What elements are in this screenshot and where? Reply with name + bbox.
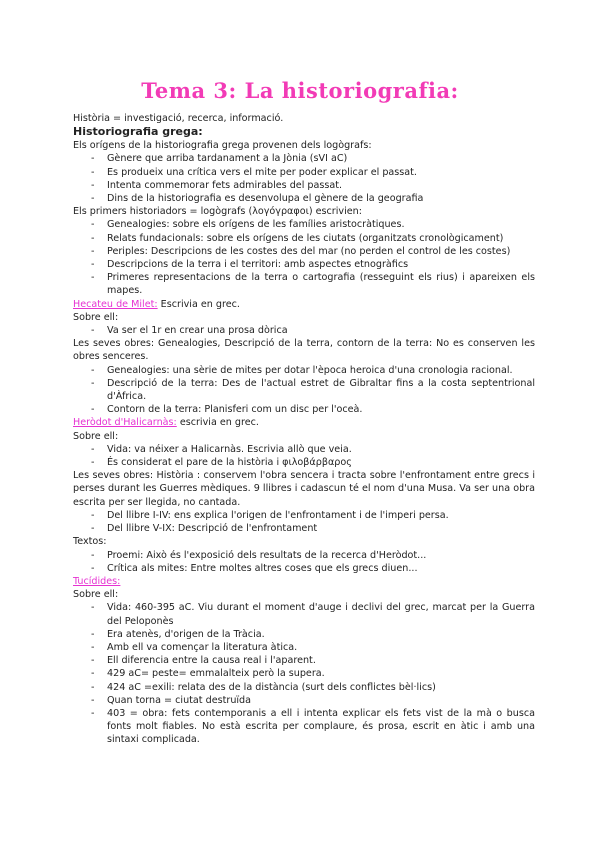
section-heading: Historiografia grega: [73,125,203,139]
list-item: - Primeres representacions de la terra o cartografia (resseguint els rius) i apareixen els mapes. [73,271,535,297]
list-item: - 424 aC =exili: relata des de la distància (surt dels conflictes bèl·lics) [73,681,535,694]
hecateu-works: Les seves obres: Genealogies, Descripció de la terra, contorn de la terra: No es conserven les obres senceres. [73,338,535,363]
list-item: - Contorn de la terra: Planisferi com un disc per l'oceà. [73,403,535,416]
page-title: Tema 3: La historiografia: [141,78,459,103]
tucidides-about-list [73,601,535,746]
intro-line: Història = investigació, recerca, informació. [73,113,284,124]
tucidides-heading [73,575,535,588]
hecateu-heading [73,298,535,311]
list-item: - Crítica als mites: Entre moltes altres coses que els grecs diuen... [73,562,535,575]
list-item: - Relats fundacionals: sobre els orígens de les ciutats (organitzats cronològicament) [73,232,535,245]
list-item: - Proemi: Això és l'exposició dels resultats de la recerca d'Heròdot... [73,549,535,562]
list-item: - Va ser el 1r en crear una prosa dòrica [73,324,535,337]
first-historians-list [73,218,535,297]
list-item: - Vida: va néixer a Halicarnàs. Escrivia allò que veia. [73,443,535,456]
tucidides-name: Tucídides: [73,575,121,587]
herodot-about-list [73,443,535,469]
list-item: - Descripció de la terra: Des de l'actual estret de Gibraltar fins a la costa septentrional d'Àfrica. [73,377,535,403]
list-item: - 403 = obra: fets contemporanis a ell i intenta explicar els fets vist de la mà o busca fonts molt fiables. No està escrita per complaure, és prosa, escrit en àtic i amb una sintaxi complicada. [73,707,535,747]
origins-list [73,152,535,205]
hecateu-name: Hecateu de Milet: [73,298,158,310]
hecateu-about-list [73,324,535,337]
list-item: - És considerat el pare de la història i φιλοβάρβαρος [73,456,535,469]
list-item: - Es produeix una crítica vers el mite per poder explicar el passat. [73,166,535,179]
herodot-about: Sobre ell: [73,430,119,442]
herodot-heading [73,416,535,429]
list-item: - Amb ell va començar la literatura àtica. [73,641,535,654]
list-item: - Del llibre V-IX: Descripció de l'enfrontament [73,522,535,535]
list-item: - Genealogies: una sèrie de mites per dotar l'època heroica d'una cronologia racional. [73,364,535,377]
list-item: - Gènere que arriba tardanament a la Jònia (sVI aC) [73,152,535,165]
list-item: - Del llibre I-IV: ens explica l'origen de l'enfrontament i de l'imperi persa. [73,509,535,522]
hecateu-about: Sobre ell: [73,311,119,323]
origins-line: Els orígens de la historiografia grega provenen dels logògrafs: [73,140,372,152]
first-historians-line: Els primers historiadors = logògrafs (λογόγραφοι) escrivien: [73,206,362,218]
list-item: - Ell diferencia entre la causa real i l'aparent. [73,654,535,667]
list-item: - Periples: Descripcions de les costes des del mar (no perden el control de les costes) [73,245,535,258]
herodot-works-list [73,509,535,535]
list-item: - Quan torna = ciutat destruïda [73,694,535,707]
document-body [73,112,535,747]
hecateu-desc: Escrivia en grec. [157,298,240,310]
herodot-name: Heròdot d'Halicarnàs: [73,417,177,429]
herodot-desc: escrivia en grec. [176,417,259,429]
list-item: - Vida: 460-395 aC. Viu durant el moment d'auge i declivi del grec, marcat per la Guerra del Peloponès [73,601,535,627]
herodot-texts-list [73,549,535,575]
herodot-texts: Textos: [73,536,107,548]
list-item: - Intenta commemorar fets admirables del passat. [73,179,535,192]
tucidides-about: Sobre ell: [73,589,119,601]
list-item: - Dins de la historiografia es desenvolupa el gènere de la geografia [73,192,535,205]
list-item: - Descripcions de la terra i el territori: amb aspectes etnogràfics [73,258,535,271]
list-item: - Era atenès, d'origen de la Tràcia. [73,628,535,641]
list-item: - Genealogies: sobre els orígens de les famílies aristocràtiques. [73,218,535,231]
herodot-works: Les seves obres: Història : conservem l'obra sencera i tracta sobre l'enfrontament entre grecs i perses durant les Guerres mèdiques. 9 llibres i cadascun té el nom d'una Musa. Va ser una obra escrita per ser llegida, no cantada. [73,470,535,508]
hecateu-works-list [73,364,535,417]
list-item: - 429 aC= peste= emmalalteix però la supera. [73,667,535,680]
